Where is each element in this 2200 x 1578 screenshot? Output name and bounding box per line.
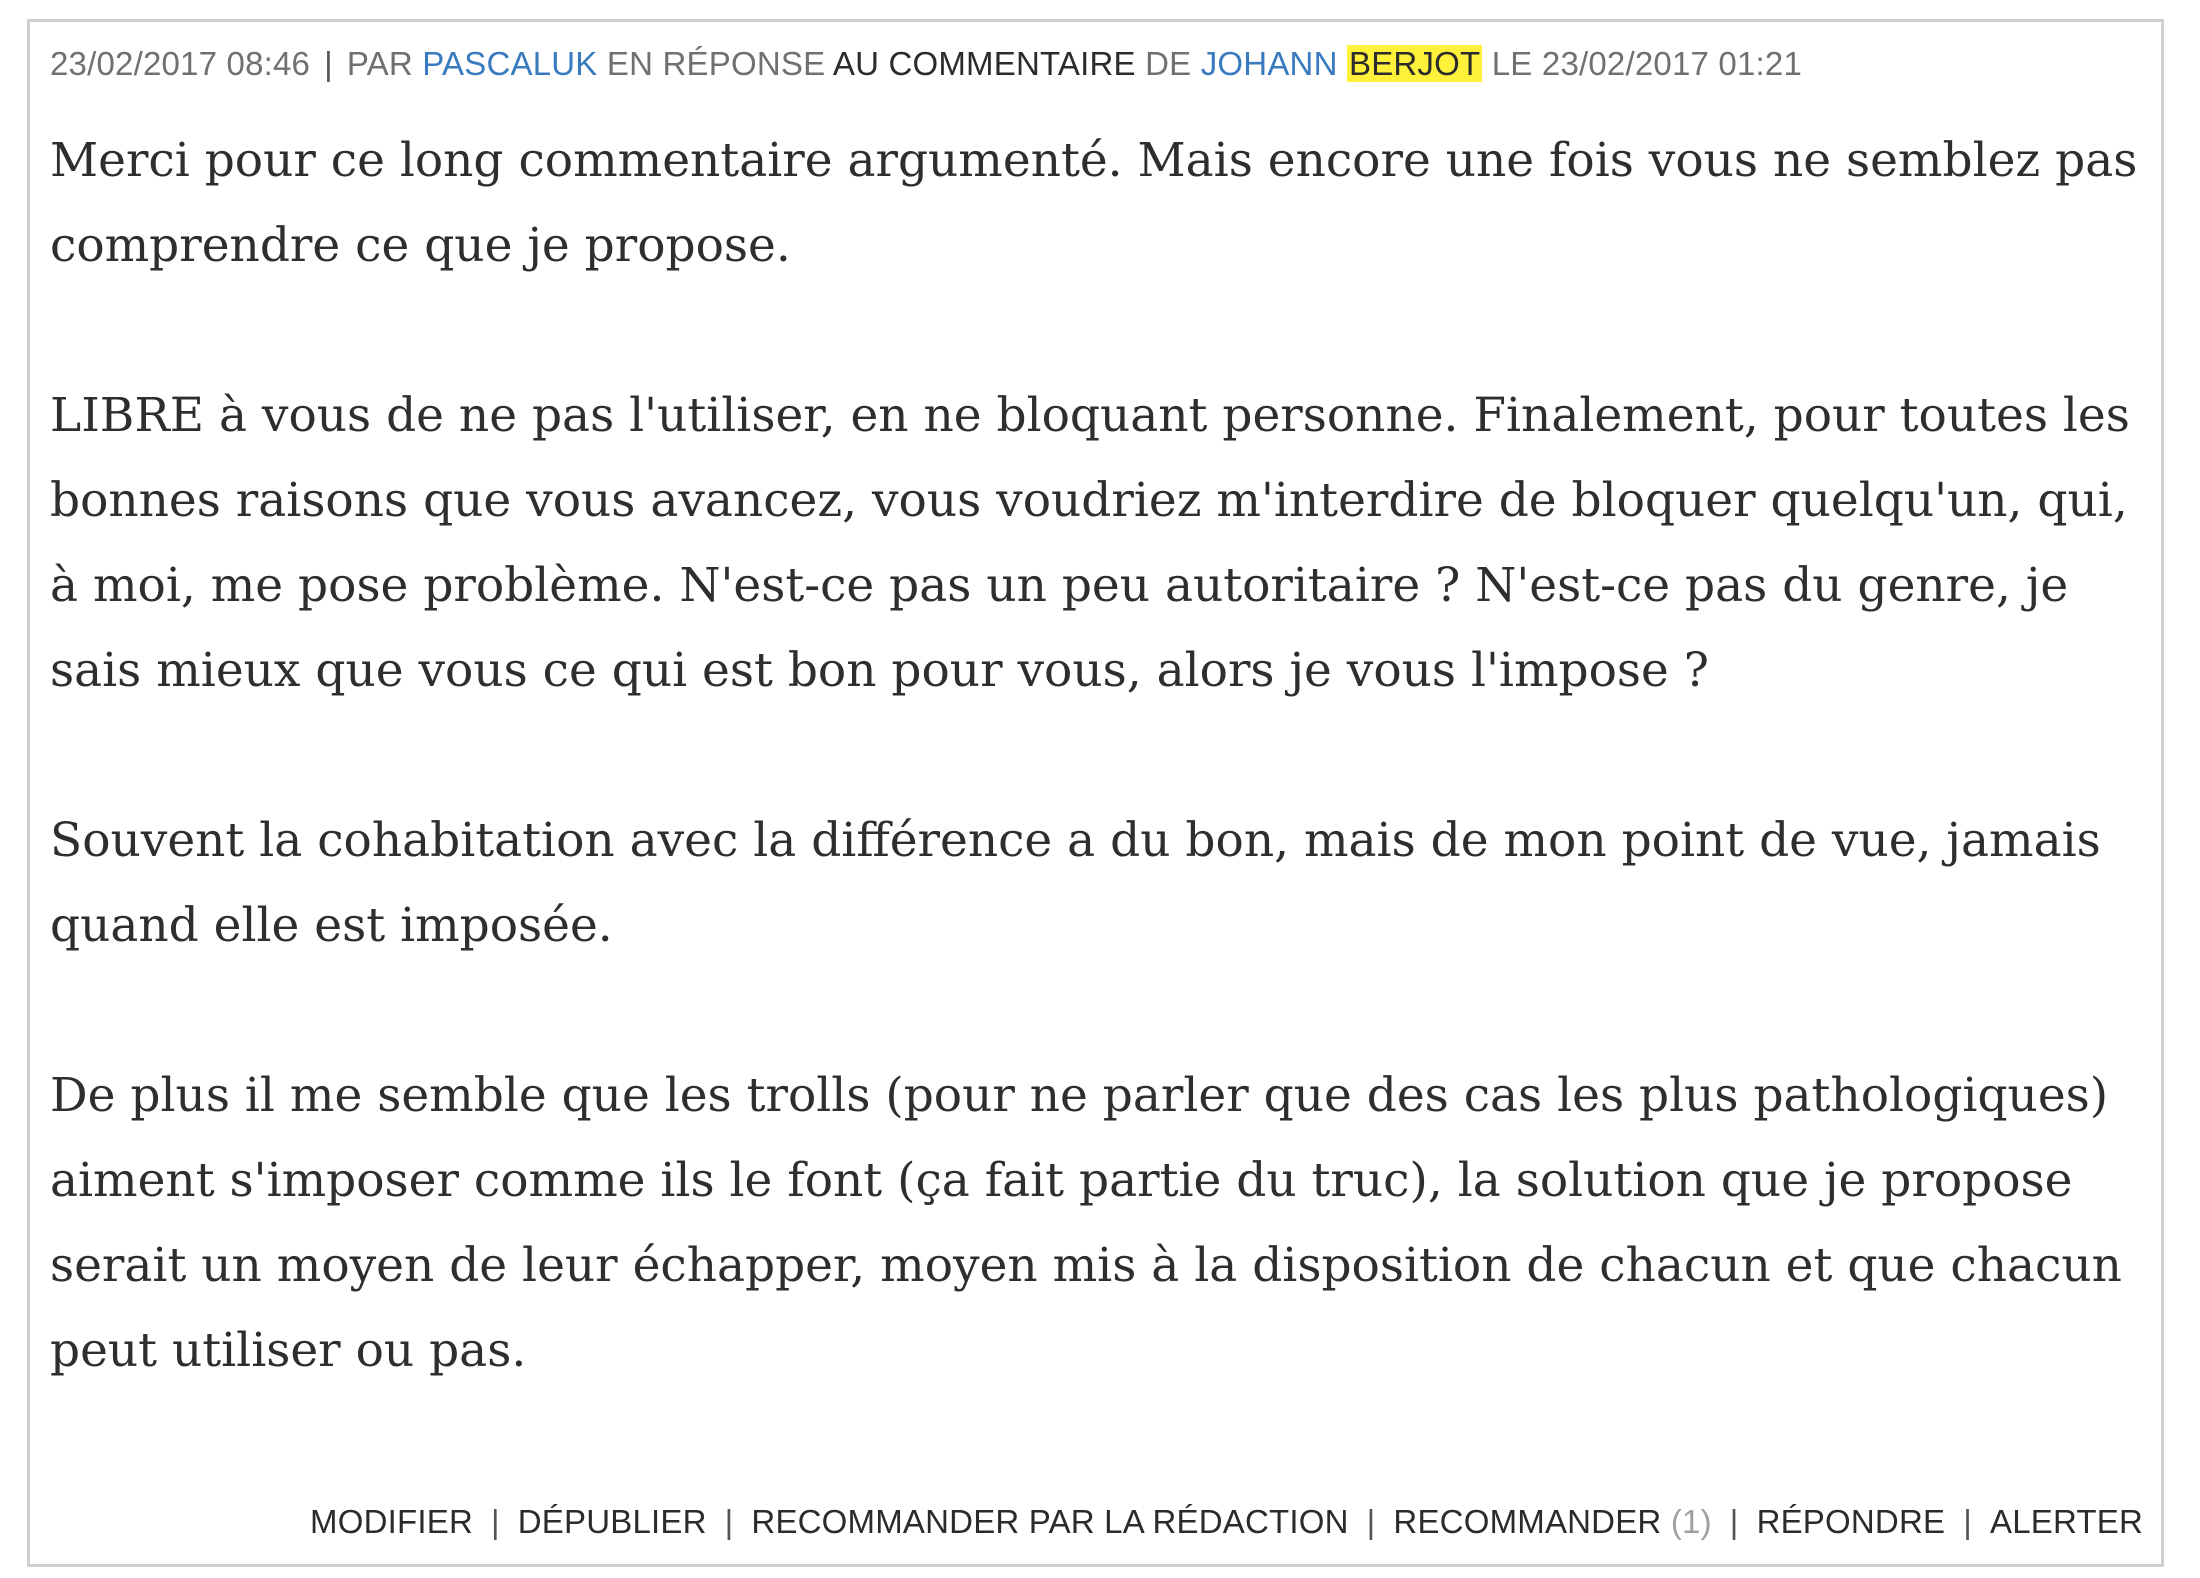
author-link[interactable]: PASCALUK <box>422 45 598 82</box>
meta-separator: | <box>324 45 333 82</box>
repondre-link[interactable]: RÉPONDRE <box>1756 1503 1946 1540</box>
comment-paragraph: Souvent la cohabitation avec la différence a du bon, mais de mon point de vue, jamais quand elle est imposée. <box>50 813 2101 953</box>
recommend-count: (1) <box>1670 1503 1712 1540</box>
alerter-link[interactable]: ALERTER <box>1989 1503 2143 1540</box>
de-label: DE <box>1145 45 1192 82</box>
reply-label: EN RÉPONSE <box>606 45 826 82</box>
by-label: PAR <box>346 45 413 82</box>
action-separator: | <box>1729 1503 1739 1540</box>
comment-paragraph: Merci pour ce long commentaire argumenté. Mais encore une fois vous ne semblez pas comprendre ce que je propose. <box>50 133 2138 273</box>
parent-timestamp: 23/02/2017 01:21 <box>1541 45 1803 82</box>
action-separator: | <box>724 1503 734 1540</box>
comment-card <box>27 19 2164 1567</box>
action-separator: | <box>1366 1503 1376 1540</box>
action-separator: | <box>490 1503 500 1540</box>
comment-paragraph: De plus il me semble que les trolls (pour ne parler que des cas les plus pathologiques) aiment s'imposer comme ils le font (ça fait partie du truc), la solution que je propose serait un moyen de leur échapper, moyen mis à la disposition de chacun et que chacun peut utiliser ou pas. <box>50 1068 2122 1378</box>
comment-body <box>50 118 2150 1393</box>
comment-timestamp: 23/02/2017 08:46 <box>50 45 311 82</box>
parent-author-last-highlight[interactable]: BERJOT <box>1348 45 1481 82</box>
recommander-redaction-link[interactable]: RECOMMANDER PAR LA RÉDACTION <box>751 1503 1349 1540</box>
parent-author-first-link[interactable]: JOHANN <box>1200 45 1338 82</box>
comment-label: AU COMMENTAIRE <box>832 45 1136 82</box>
comment-actions <box>310 1502 2143 1542</box>
recommander-label: RECOMMANDER <box>1393 1503 1662 1540</box>
action-separator: | <box>1963 1503 1972 1540</box>
depublier-link[interactable]: DÉPUBLIER <box>517 1503 707 1540</box>
le-label: LE <box>1491 45 1533 82</box>
comment-meta <box>50 44 1802 84</box>
modifier-link[interactable]: MODIFIER <box>310 1503 473 1540</box>
comment-paragraph: LIBRE à vous de ne pas l'utiliser, en ne bloquant personne. Finalement, pour toutes les bonnes raisons que vous avancez, vous voudriez m'interdire de bloquer quelqu'un, qui, à moi, me pose problème. N'est-ce pas un peu autoritaire ? N'est-ce pas du genre, je sais mieux que vous ce qui est bon pour vous, alors je vous l'impose ? <box>50 388 2130 698</box>
recommander-link[interactable] <box>1393 1503 1711 1540</box>
